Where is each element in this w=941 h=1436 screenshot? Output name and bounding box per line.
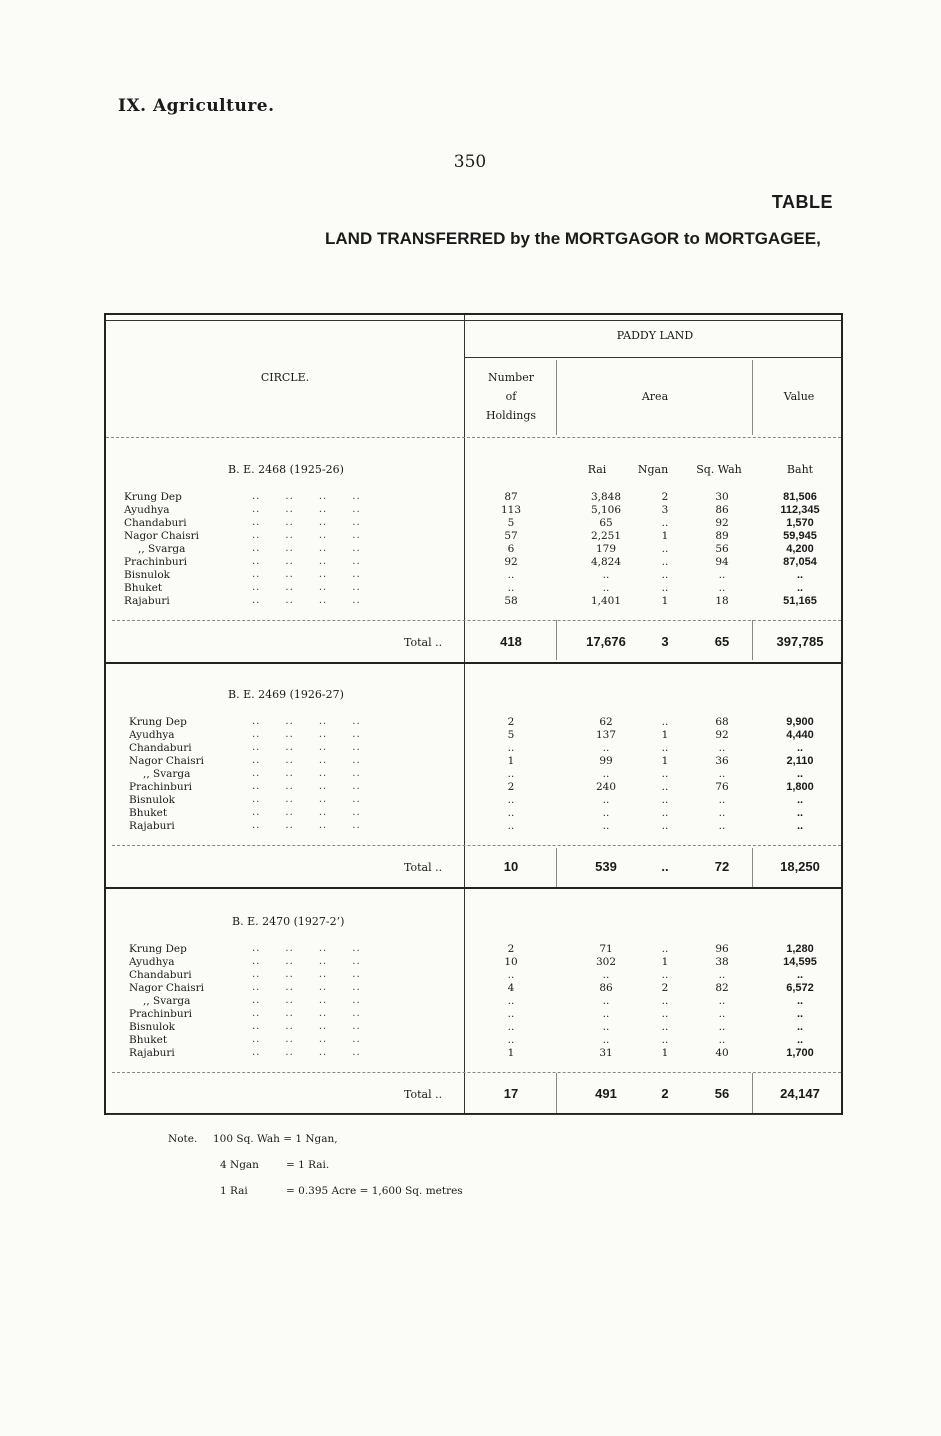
cell-sqwah: .. bbox=[718, 820, 726, 832]
cell-rai: .. bbox=[602, 569, 610, 581]
cell-ngan: .. bbox=[661, 1021, 669, 1033]
total-top-rule bbox=[112, 620, 841, 621]
leader-dots: .. .. .. .. bbox=[252, 956, 361, 967]
leader-dots: .. .. .. .. bbox=[252, 543, 361, 554]
cell-ngan: 1 bbox=[661, 1047, 669, 1059]
leader-dots: .. .. .. .. bbox=[252, 807, 361, 818]
circle-name: Bhuket bbox=[129, 807, 168, 819]
cell-value: 1,280 bbox=[786, 943, 814, 955]
cell-holdings: .. bbox=[507, 995, 515, 1007]
cell-rai: 62 bbox=[599, 716, 613, 728]
cell-sqwah: 82 bbox=[715, 982, 729, 994]
cell-holdings: .. bbox=[507, 582, 515, 594]
cell-ngan: .. bbox=[661, 781, 669, 793]
total-divider bbox=[752, 848, 753, 888]
cell-sqwah: .. bbox=[718, 807, 726, 819]
total-rai: 491 bbox=[595, 1086, 617, 1101]
unit-ngan: Ngan bbox=[637, 463, 669, 476]
cell-value: .. bbox=[796, 582, 804, 594]
cell-value: 4,200 bbox=[786, 543, 814, 555]
cell-rai: 71 bbox=[599, 943, 613, 955]
total-divider bbox=[556, 620, 557, 660]
paddy-land-rule bbox=[465, 357, 841, 358]
unit-rai: Rai bbox=[587, 463, 607, 476]
cell-value: 112,345 bbox=[780, 504, 820, 516]
leader-dots: .. .. .. .. bbox=[252, 517, 361, 528]
cell-ngan: .. bbox=[661, 569, 669, 581]
cell-value: 9,900 bbox=[786, 716, 814, 728]
circle-column-divider bbox=[464, 315, 465, 1113]
cell-value: .. bbox=[796, 969, 804, 981]
leader-dots: .. .. .. .. bbox=[252, 1008, 361, 1019]
total-sqwah: 72 bbox=[714, 859, 730, 874]
cell-rai: 31 bbox=[599, 1047, 613, 1059]
cell-sqwah: .. bbox=[718, 794, 726, 806]
cell-rai: .. bbox=[602, 742, 610, 754]
total-top-rule bbox=[112, 845, 841, 846]
cell-rai: 302 bbox=[595, 956, 617, 968]
cell-holdings: 1 bbox=[507, 1047, 515, 1059]
cell-rai: 5,106 bbox=[590, 504, 622, 516]
circle-name: Ayudhya bbox=[124, 504, 170, 516]
cell-rai: 179 bbox=[595, 543, 617, 555]
circle-name: Bhuket bbox=[124, 582, 163, 594]
cell-value: 4,440 bbox=[786, 729, 814, 741]
note-line-3-left: 1 Rai bbox=[220, 1185, 248, 1197]
total-label: Total .. bbox=[404, 1088, 443, 1101]
leader-dots: .. .. .. .. bbox=[252, 582, 361, 593]
circle-name: Prachinburi bbox=[124, 556, 187, 568]
cell-value: .. bbox=[796, 807, 804, 819]
cell-sqwah: .. bbox=[718, 1034, 726, 1046]
cell-sqwah: 86 bbox=[715, 504, 729, 516]
leader-dots: .. .. .. .. bbox=[252, 491, 361, 502]
cell-holdings: .. bbox=[507, 820, 515, 832]
circle-name: Chandaburi bbox=[124, 517, 187, 529]
cell-value: .. bbox=[796, 1008, 804, 1020]
cell-holdings: 58 bbox=[504, 595, 518, 607]
area-header: Area bbox=[641, 390, 669, 403]
cell-holdings: 2 bbox=[507, 716, 515, 728]
cell-ngan: .. bbox=[661, 943, 669, 955]
cell-rai: 1,401 bbox=[590, 595, 622, 607]
cell-holdings: 2 bbox=[507, 943, 515, 955]
cell-value: .. bbox=[796, 794, 804, 806]
cell-ngan: .. bbox=[661, 517, 669, 529]
cell-holdings: 87 bbox=[504, 491, 518, 503]
cell-value: 2,110 bbox=[786, 755, 814, 767]
circle-name: ,, Svarga bbox=[138, 543, 186, 555]
leader-dots: .. .. .. .. bbox=[252, 504, 361, 515]
cell-ngan: .. bbox=[661, 807, 669, 819]
note-line-2-right: = 1 Rai. bbox=[286, 1159, 330, 1171]
circle-name: Krung Dep bbox=[129, 716, 187, 728]
cell-ngan: 3 bbox=[661, 504, 669, 516]
cell-holdings: .. bbox=[507, 1021, 515, 1033]
circle-name: Krung Dep bbox=[124, 491, 182, 503]
cell-ngan: 1 bbox=[661, 595, 669, 607]
circle-name: Nagor Chaisri bbox=[129, 982, 205, 994]
cell-value: 14,595 bbox=[783, 956, 817, 968]
cell-value: .. bbox=[796, 1034, 804, 1046]
unit-sqwah: Sq. Wah bbox=[696, 463, 742, 476]
leader-dots: .. .. .. .. bbox=[252, 820, 361, 831]
cell-rai: 86 bbox=[599, 982, 613, 994]
total-label: Total .. bbox=[404, 861, 443, 874]
section-bottom-rule bbox=[106, 662, 841, 664]
cell-ngan: .. bbox=[661, 820, 669, 832]
circle-name: Chandaburi bbox=[129, 742, 192, 754]
cell-rai: .. bbox=[602, 1034, 610, 1046]
total-divider bbox=[752, 620, 753, 660]
cell-sqwah: .. bbox=[718, 582, 726, 594]
circle-name: Bhuket bbox=[129, 1034, 168, 1046]
unit-baht: Baht bbox=[786, 463, 814, 476]
cell-ngan: .. bbox=[661, 794, 669, 806]
cell-value: 51,165 bbox=[783, 595, 817, 607]
leader-dots: .. .. .. .. bbox=[252, 781, 361, 792]
leader-dots: .. .. .. .. bbox=[252, 969, 361, 980]
total-value: 18,250 bbox=[780, 859, 820, 874]
note-line-3-right: = 0.395 Acre = 1,600 Sq. metres bbox=[286, 1185, 463, 1197]
cell-ngan: 2 bbox=[661, 982, 669, 994]
cell-holdings: .. bbox=[507, 794, 515, 806]
cell-holdings: 10 bbox=[504, 956, 518, 968]
leader-dots: .. .. .. .. bbox=[252, 569, 361, 580]
cell-holdings: 4 bbox=[507, 982, 515, 994]
cell-sqwah: 30 bbox=[715, 491, 729, 503]
cell-ngan: 2 bbox=[661, 491, 669, 503]
circle-name: Nagor Chaisri bbox=[124, 530, 200, 542]
leader-dots: .. .. .. .. bbox=[252, 995, 361, 1006]
cell-ngan: 1 bbox=[661, 729, 669, 741]
period-label: B. E. 2469 (1926-27) bbox=[228, 688, 344, 701]
total-divider bbox=[556, 1073, 557, 1113]
total-holdings: 418 bbox=[500, 634, 522, 649]
leader-dots: .. .. .. .. bbox=[252, 595, 361, 606]
value-header: Value bbox=[783, 390, 815, 403]
cell-holdings: 57 bbox=[504, 530, 518, 542]
cell-sqwah: 96 bbox=[715, 943, 729, 955]
cell-holdings: .. bbox=[507, 1034, 515, 1046]
total-holdings: 10 bbox=[503, 859, 519, 874]
section-heading: IX. Agriculture. bbox=[118, 96, 275, 116]
note-line-1: 100 Sq. Wah = 1 Ngan, bbox=[213, 1133, 338, 1145]
cell-sqwah: 94 bbox=[715, 556, 729, 568]
cell-sqwah: 89 bbox=[715, 530, 729, 542]
leader-dots: .. .. .. .. bbox=[252, 982, 361, 993]
cell-holdings: 1 bbox=[507, 755, 515, 767]
cell-ngan: .. bbox=[661, 543, 669, 555]
cell-rai: 3,848 bbox=[590, 491, 622, 503]
cell-holdings: 5 bbox=[507, 729, 515, 741]
circle-name: Ayudhya bbox=[129, 956, 175, 968]
cell-holdings: 113 bbox=[500, 504, 522, 516]
cell-value: .. bbox=[796, 1021, 804, 1033]
circle-header: CIRCLE. bbox=[260, 371, 310, 384]
cell-ngan: .. bbox=[661, 995, 669, 1007]
paddy-land-header: PADDY LAND bbox=[616, 329, 694, 342]
note-line-2-left: 4 Ngan bbox=[220, 1159, 259, 1171]
circle-name: Chandaburi bbox=[129, 969, 192, 981]
cell-rai: 99 bbox=[599, 755, 613, 767]
cell-holdings: 92 bbox=[504, 556, 518, 568]
cell-value: 1,800 bbox=[786, 781, 814, 793]
cell-sqwah: .. bbox=[718, 969, 726, 981]
cell-ngan: .. bbox=[661, 1034, 669, 1046]
total-label: Total .. bbox=[404, 636, 443, 649]
leader-dots: .. .. .. .. bbox=[252, 530, 361, 541]
leader-dots: .. .. .. .. bbox=[252, 794, 361, 805]
cell-value: 6,572 bbox=[786, 982, 814, 994]
circle-name: ,, Svarga bbox=[143, 995, 191, 1007]
cell-ngan: .. bbox=[661, 1008, 669, 1020]
leader-dots: .. .. .. .. bbox=[252, 729, 361, 740]
cell-holdings: 2 bbox=[507, 781, 515, 793]
section-bottom-rule bbox=[106, 1114, 841, 1115]
cell-rai: 2,251 bbox=[590, 530, 622, 542]
cell-ngan: .. bbox=[661, 742, 669, 754]
note-prefix: Note. bbox=[168, 1133, 198, 1145]
leader-dots: .. .. .. .. bbox=[252, 755, 361, 766]
circle-name: Bisnulok bbox=[129, 1021, 176, 1033]
total-divider bbox=[752, 1073, 753, 1113]
cell-rai: .. bbox=[602, 768, 610, 780]
cell-rai: .. bbox=[602, 582, 610, 594]
cell-sqwah: 56 bbox=[715, 543, 729, 555]
header-rule bbox=[106, 320, 841, 321]
circle-name: Krung Dep bbox=[129, 943, 187, 955]
leader-dots: .. .. .. .. bbox=[252, 768, 361, 779]
period-label: B. E. 2468 (1925-26) bbox=[228, 463, 344, 476]
cell-rai: .. bbox=[602, 969, 610, 981]
cell-sqwah: 68 bbox=[715, 716, 729, 728]
cell-holdings: .. bbox=[507, 742, 515, 754]
cell-ngan: 1 bbox=[661, 530, 669, 542]
cell-rai: .. bbox=[602, 1008, 610, 1020]
page-number: 350 bbox=[453, 152, 487, 172]
area-value-divider bbox=[752, 360, 753, 435]
cell-rai: 240 bbox=[595, 781, 617, 793]
total-divider bbox=[556, 848, 557, 888]
cell-sqwah: 38 bbox=[715, 956, 729, 968]
circle-name: Nagor Chaisri bbox=[129, 755, 205, 767]
cell-sqwah: .. bbox=[718, 1021, 726, 1033]
cell-value: 81,506 bbox=[783, 491, 817, 503]
cell-value: 1,570 bbox=[786, 517, 814, 529]
cell-sqwah: .. bbox=[718, 742, 726, 754]
cell-value: .. bbox=[796, 742, 804, 754]
cell-ngan: .. bbox=[661, 768, 669, 780]
total-ngan: 2 bbox=[661, 1086, 669, 1101]
circle-name: ,, Svarga bbox=[143, 768, 191, 780]
header-bottom-rule bbox=[106, 437, 841, 438]
cell-value: 87,054 bbox=[783, 556, 817, 568]
cell-rai: 4,824 bbox=[590, 556, 622, 568]
circle-name: Rajaburi bbox=[129, 1047, 175, 1059]
table-title: LAND TRANSFERRED by the MORTGAGOR to MORTGAGEE, bbox=[325, 229, 821, 248]
total-rai: 17,676 bbox=[586, 634, 626, 649]
leader-dots: .. .. .. .. bbox=[252, 1034, 361, 1045]
cell-sqwah: 36 bbox=[715, 755, 729, 767]
cell-value: .. bbox=[796, 569, 804, 581]
cell-holdings: .. bbox=[507, 969, 515, 981]
cell-value: .. bbox=[796, 820, 804, 832]
cell-value: .. bbox=[796, 995, 804, 1007]
cell-value: 1,700 bbox=[786, 1047, 814, 1059]
holdings-header: Number of Holdings bbox=[485, 371, 537, 422]
circle-name: Ayudhya bbox=[129, 729, 175, 741]
leader-dots: .. .. .. .. bbox=[252, 742, 361, 753]
cell-sqwah: 18 bbox=[715, 595, 729, 607]
cell-sqwah: 40 bbox=[715, 1047, 729, 1059]
cell-rai: .. bbox=[602, 794, 610, 806]
total-ngan: .. bbox=[661, 859, 669, 874]
total-sqwah: 56 bbox=[714, 1086, 730, 1101]
cell-sqwah: .. bbox=[718, 768, 726, 780]
cell-ngan: .. bbox=[661, 582, 669, 594]
cell-ngan: .. bbox=[661, 716, 669, 728]
cell-holdings: 5 bbox=[507, 517, 515, 529]
cell-ngan: .. bbox=[661, 969, 669, 981]
period-label: B. E. 2470 (1927-2’) bbox=[232, 915, 345, 928]
cell-sqwah: .. bbox=[718, 1008, 726, 1020]
cell-holdings: 6 bbox=[507, 543, 515, 555]
holdings-area-divider bbox=[556, 360, 557, 435]
cell-rai: .. bbox=[602, 995, 610, 1007]
table-label: TABLE bbox=[771, 192, 833, 212]
cell-holdings: .. bbox=[507, 569, 515, 581]
cell-sqwah: 92 bbox=[715, 729, 729, 741]
cell-rai: .. bbox=[602, 820, 610, 832]
circle-name: Prachinburi bbox=[129, 1008, 192, 1020]
leader-dots: .. .. .. .. bbox=[252, 716, 361, 727]
cell-holdings: .. bbox=[507, 807, 515, 819]
total-top-rule bbox=[112, 1072, 841, 1073]
cell-rai: .. bbox=[602, 807, 610, 819]
circle-name: Bisnulok bbox=[124, 569, 171, 581]
cell-sqwah: 92 bbox=[715, 517, 729, 529]
cell-sqwah: 76 bbox=[715, 781, 729, 793]
cell-value: .. bbox=[796, 768, 804, 780]
total-value: 24,147 bbox=[780, 1086, 820, 1101]
cell-value: 59,945 bbox=[783, 530, 817, 542]
leader-dots: .. .. .. .. bbox=[252, 943, 361, 954]
cell-ngan: .. bbox=[661, 556, 669, 568]
cell-rai: .. bbox=[602, 1021, 610, 1033]
cell-ngan: 1 bbox=[661, 956, 669, 968]
section-bottom-rule bbox=[106, 887, 841, 889]
total-value: 397,785 bbox=[776, 634, 824, 649]
total-holdings: 17 bbox=[503, 1086, 519, 1101]
cell-ngan: 1 bbox=[661, 755, 669, 767]
leader-dots: .. .. .. .. bbox=[252, 1047, 361, 1058]
leader-dots: .. .. .. .. bbox=[252, 556, 361, 567]
total-sqwah: 65 bbox=[714, 634, 730, 649]
cell-sqwah: .. bbox=[718, 995, 726, 1007]
circle-name: Rajaburi bbox=[129, 820, 175, 832]
cell-sqwah: .. bbox=[718, 569, 726, 581]
circle-name: Bisnulok bbox=[129, 794, 176, 806]
cell-holdings: .. bbox=[507, 768, 515, 780]
cell-rai: 137 bbox=[595, 729, 617, 741]
cell-holdings: .. bbox=[507, 1008, 515, 1020]
circle-name: Rajaburi bbox=[124, 595, 170, 607]
total-ngan: 3 bbox=[661, 634, 669, 649]
circle-name: Prachinburi bbox=[129, 781, 192, 793]
cell-rai: 65 bbox=[599, 517, 613, 529]
leader-dots: .. .. .. .. bbox=[252, 1021, 361, 1032]
total-rai: 539 bbox=[595, 859, 617, 874]
